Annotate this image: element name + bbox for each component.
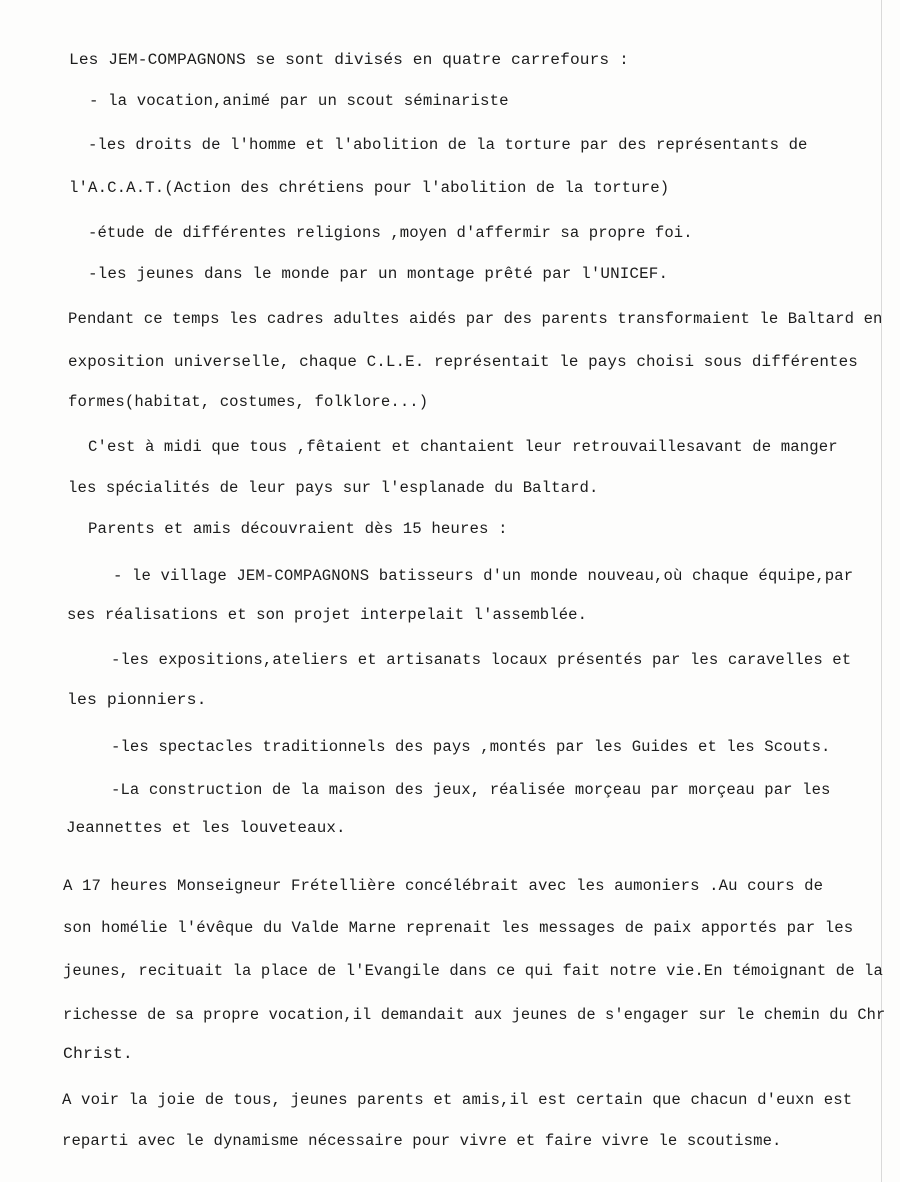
text-line: A 17 heures Monseigneur Frétellière concélébrait avec les aumoniers .Au cours de <box>63 877 824 895</box>
text-line: Christ. <box>63 1045 133 1063</box>
text-line: -les droits de l'homme et l'abolition de la torture par des représentants de <box>88 136 808 154</box>
text-line: Pendant ce temps les cadres adultes aidés par des parents transformaient le Baltard en <box>68 310 883 328</box>
text-line: Jeannettes et les louveteaux. <box>66 819 346 837</box>
text-line: exposition universelle, chaque C.L.E. représentait le pays choisi sous différentes <box>68 353 858 371</box>
text-line: - le village JEM-COMPAGNONS batisseurs d'un monde nouveau,où chaque équipe,par <box>113 567 854 585</box>
text-line: les spécialités de leur pays sur l'esplanade du Baltard. <box>68 479 599 497</box>
text-line: les pionniers. <box>67 691 207 709</box>
text-line: formes(habitat, costumes, folklore...) <box>68 393 429 411</box>
text-line: reparti avec le dynamisme nécessaire pour vivre et faire vivre le scoutisme. <box>62 1132 782 1150</box>
text-line: A voir la joie de tous, jeunes parents et amis,il est certain que chacun d'euxn est <box>62 1091 853 1109</box>
text-line: -les expositions,ateliers et artisanats locaux présentés par les caravelles et <box>111 651 852 669</box>
text-line: Les JEM-COMPAGNONS se sont divisés en quatre carrefours : <box>69 51 629 69</box>
text-line: C'est à midi que tous ,fêtaient et chantaient leur retrouvaillesavant de manger <box>88 438 838 456</box>
text-line: ses réalisations et son projet interpelait l'assemblée. <box>67 606 588 624</box>
text-line: l'A.C.A.T.(Action des chrétiens pour l'abolition de la torture) <box>69 179 670 197</box>
text-line: jeunes, recituait la place de l'Evangile dans ce qui fait notre vie.En témoignant de la <box>63 962 883 980</box>
text-line: Parents et amis découvraient dès 15 heures : <box>88 520 508 538</box>
text-line: son homélie l'évêque du Valde Marne reprenait les messages de paix apportés par les <box>63 919 854 937</box>
text-line: -La construction de la maison des jeux, réalisée morçeau par morçeau par les <box>111 781 831 799</box>
text-line: richesse de sa propre vocation,il demandait aux jeunes de s'engager sur le chemin du Chr <box>63 1006 886 1024</box>
text-line: - la vocation,animé par un scout séminariste <box>89 92 509 110</box>
text-line: -étude de différentes religions ,moyen d'affermir sa propre foi. <box>88 224 693 242</box>
text-line: -les jeunes dans le monde par un montage prêté par l'UNICEF. <box>88 265 669 283</box>
text-line: -les spectacles traditionnels des pays ,montés par les Guides et les Scouts. <box>111 738 831 756</box>
